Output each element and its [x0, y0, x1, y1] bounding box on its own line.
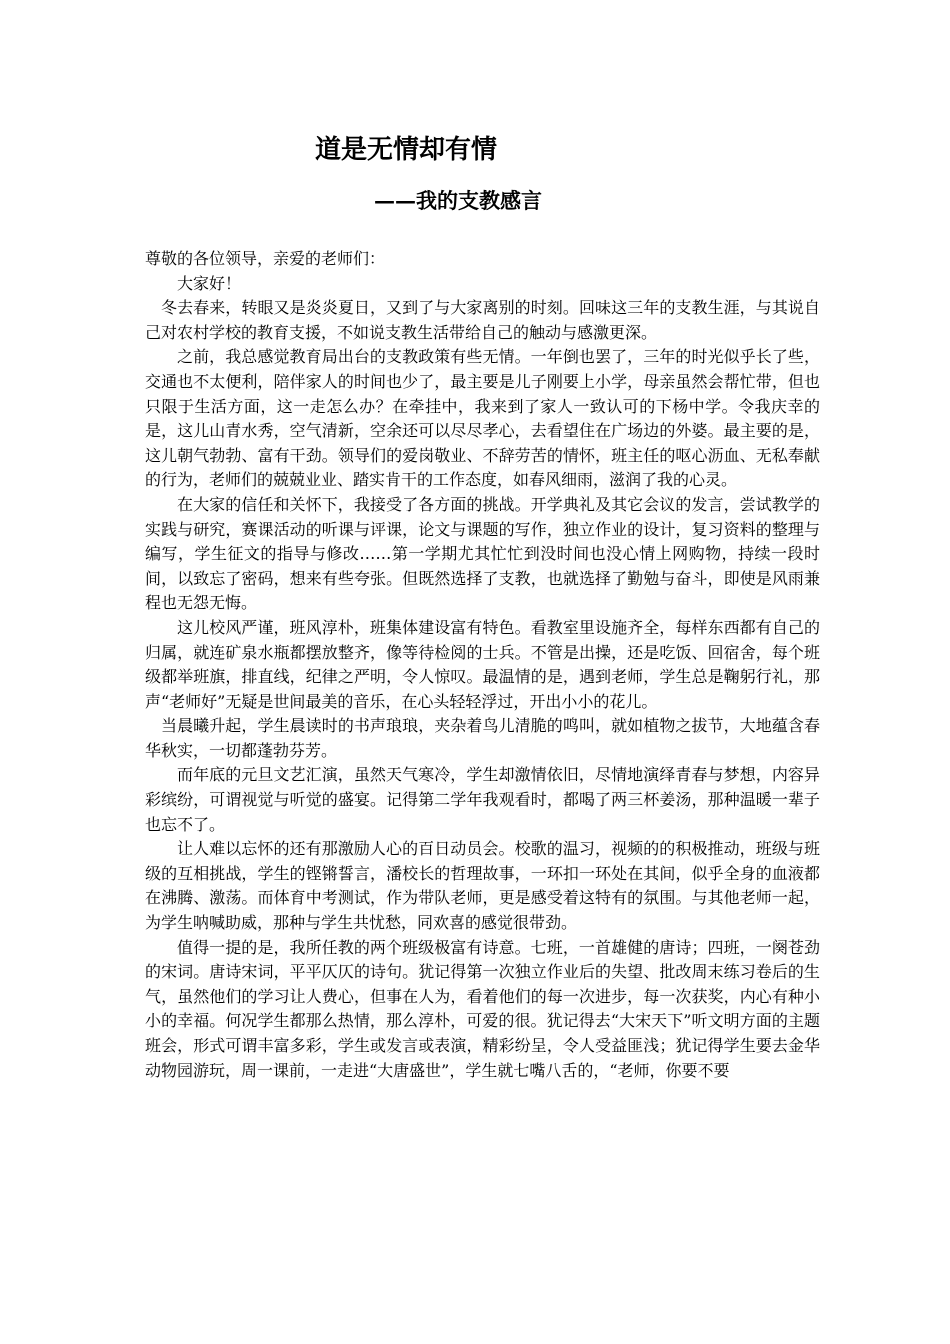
document-body: [145, 247, 820, 1083]
salutation: 尊敬的各位领导，亲爱的老师们：: [145, 249, 386, 268]
paragraph: 当晨曦升起，学生晨读时的书声琅琅，夹杂着鸟儿清脆的鸣叫，就如植物之拔节，大地蕴含春华秋实，一切都蓬勃芬芳。: [145, 716, 820, 760]
paragraph: 这儿校风严谨，班风淳朴，班集体建设富有特色。看教室里设施齐全，每样东西都有自己的归属，就连矿泉水瓶都摆放整齐，像等待检阅的士兵。不管是出操，还是吃饭、回宿舍，每个班级都举班旗，排直线，纪律之严明，令人惊叹。最温情的是，遇到老师，学生总是鞠躬行礼，那声“老师好”无疑是世间最美的音乐，在心头轻轻浮过，开出小小的花儿。: [145, 617, 820, 711]
paragraph: 在大家的信任和关怀下，我接受了各方面的挑战。开学典礼及其它会议的发言，尝试教学的实践与研究，赛课活动的听课与评课，论文与课题的写作，独立作业的设计，复习资料的整理与编写，学生征文的指导与修改……第一学期尤其忙忙到没时间也没心情上网购物，持续一段时间，以致忘了密码，想来有些夸张。但既然选择了支教，也就选择了勤勉与奋斗，即使是风雨兼程也无怨无悔。: [145, 494, 820, 613]
paragraph: 冬去春来，转眼又是炎炎夏日，又到了与大家离别的时刻。回味这三年的支教生涯，与其说自己对农村学校的教育支援，不如说支教生活带给自己的触动与感激更深。: [145, 298, 820, 342]
paragraph: 值得一提的是，我所任教的两个班级极富有诗意。七班，一首雄健的唐诗；四班，一阕苍劲的宋词。唐诗宋词，平平仄仄的诗句。犹记得第一次独立作业后的失望、批改周末练习卷后的生气，虽然他们的学习让人费心，但事在人为，看着他们的每一次进步，每一次获奖，内心有种小小的幸福。何况学生都那么热情，那么淳朴，可爱的很。犹记得去“大宋天下”听文明方面的主题班会，形式可谓丰富多彩，学生或发言或表演，精彩纷呈，令人受益匪浅；犹记得学生要去金华动物园游玩，周一课前，一走进“大唐盛世”，学生就七嘴八舌的，“老师，你要不要: [145, 937, 820, 1080]
paragraph: 让人难以忘怀的还有那激励人心的百日动员会。校歌的温习，视频的的积极推动，班级与班级的互相挑战，学生的铿锵誓言，潘校长的哲理故事，一环扣一环处在其间，似乎全身的血液都在沸腾、激荡。而体育中考测试，作为带队老师，更是感受着这特有的氛围。与其他老师一起，为学生呐喊助威，那种与学生共忧愁，同欢喜的感觉很带劲。: [145, 839, 820, 933]
paragraph: 而年底的元旦文艺汇演，虽然天气寒冷，学生却激情依旧，尽情地演绎青春与梦想，内容异彩缤纷，可谓视觉与听觉的盛宴。记得第二学年我观看时，都喝了两三杯姜汤，那种温暖一辈子也忘不了。: [145, 765, 820, 834]
document-title: 道是无情却有情: [315, 135, 498, 165]
paragraph-greeting: 大家好！: [177, 273, 242, 293]
document-subtitle: ——我的支教感言: [374, 188, 542, 213]
paragraph: 之前，我总感觉教育局出台的支教政策有些无情。一年倒也罢了，三年的时光似乎长了些，交通也不太便利，陪伴家人的时间也少了，最主要是儿子刚要上小学，母亲虽然会帮忙带，但也只限于生活方面，这一走怎么办？在牵挂中，我来到了家人一致认可的下杨中学。令我庆幸的是，这儿山青水秀，空气清新，空余还可以尽尽孝心，去看望住在广场边的外婆。最主要的是，这儿朝气勃勃、富有干劲。领导们的爱岗敬业、不辞劳苦的情怀，班主任的呕心沥血、无私奉献的行为，老师们的兢兢业业、踏实肯干的工作态度，如春风细雨，滋润了我的心灵。: [145, 347, 820, 490]
